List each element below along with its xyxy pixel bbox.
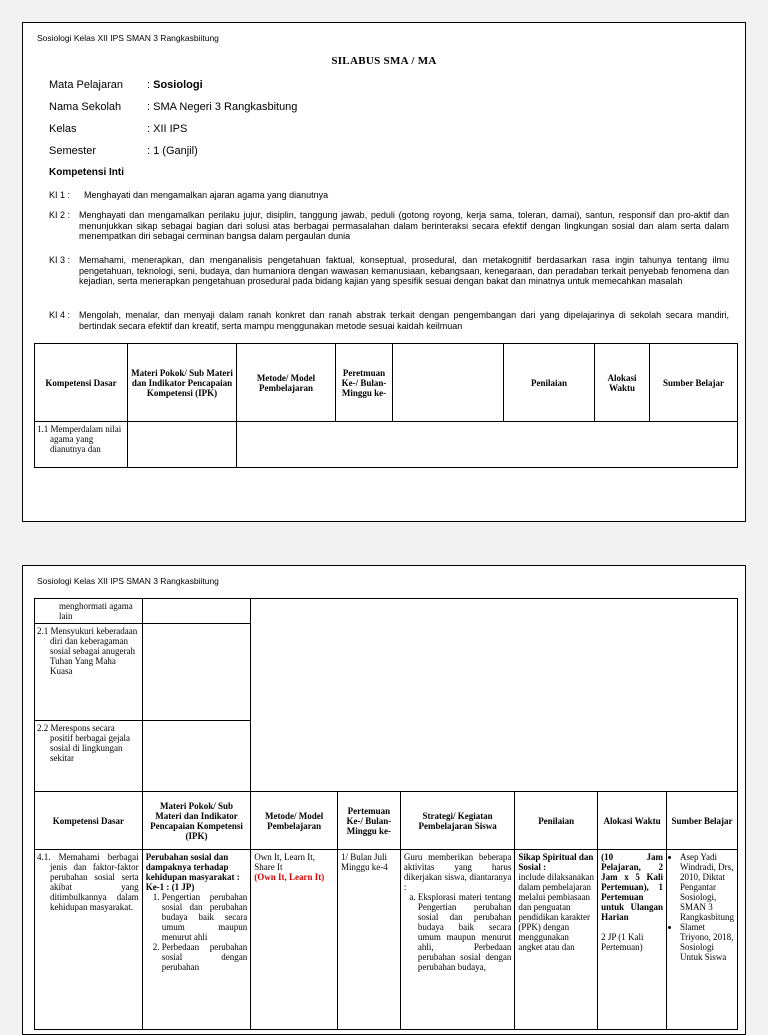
materi-ke: Ke-1 : (1 JP) bbox=[145, 882, 195, 892]
col-empty bbox=[393, 344, 504, 422]
ki-code: KI 1 : bbox=[49, 190, 71, 200]
list-item: • Slamet Triyono, 2018, Sosiologi Untuk Siswa bbox=[680, 922, 734, 962]
info-nama-sekolah bbox=[49, 101, 297, 113]
ki-text: Memahami, menerapkan, dan menganalisis pengetahuan faktual, konseptual, prosedural, dan metakognitif berdasarkan rasa ingin tahunya tentang ilmu pengetahuan, teknologi, seni, budaya, dan humaniora dengan wawasan kemanusiaan, kebangsaan, kenegaraan, dan peradaban terkait penyebab fenomena dan kejadian, serta menerapkan pengetahuan prosedural pada bidang kajian yang spesifik sesuai dengan bakat dan minatnya untuk memecahkan masalah bbox=[79, 255, 729, 286]
strategi-cell bbox=[400, 850, 514, 1030]
col-kompetensi-dasar: Kompetensi Dasar bbox=[35, 792, 143, 850]
col-penilaian: Penilaian bbox=[504, 344, 595, 422]
col-penilaian: Penilaian bbox=[515, 792, 598, 850]
info-label: Kelas bbox=[49, 123, 77, 135]
page-header: Sosiologi Kelas XII IPS SMAN 3 Rangkasbiitung bbox=[37, 33, 219, 43]
kd-cell: 1.1 Memperdalam nilai agama yang dianutnya dan bbox=[35, 422, 128, 468]
syllabus-table-2 bbox=[34, 598, 738, 1030]
list-item: • Asep Yadi Windradi, Drs, 2010, Diktat Pengantar Sosiologi, SMAN 3 Rangkasbitung bbox=[680, 852, 734, 922]
table-row bbox=[35, 599, 738, 624]
pertemuan-cell: 1/ Bulan Juli Minggu ke-4 bbox=[337, 850, 400, 1030]
strategi-list bbox=[404, 892, 511, 972]
empty-cell bbox=[142, 721, 251, 792]
kompetensi-inti-title: Kompetensi Inti bbox=[49, 167, 125, 178]
empty-cell bbox=[251, 599, 738, 792]
alokasi-heading: (10 Jam Pelajaran, 2 Jam x 5 Kali Pertemuan), 1 Pertemuan untuk Ulangan Harian bbox=[601, 852, 663, 922]
alokasi-text: 2 JP (1 Kali Pertemuan) bbox=[601, 932, 644, 952]
list-item: 1. Pengertian perubahan sosial dan perubahan budaya baik secara umum maupun menurut ahli bbox=[162, 892, 248, 942]
col-metode: Metode/ Model Pembelajaran bbox=[237, 344, 336, 422]
ki-item bbox=[49, 210, 729, 242]
empty-cell bbox=[237, 422, 738, 468]
ki-item bbox=[49, 190, 729, 201]
info-value: : SMA Negeri 3 Rangkasbitung bbox=[147, 101, 298, 113]
info-value: : XII IPS bbox=[147, 123, 188, 135]
strategi-intro: Guru memberikan beberapa aktivitas yang harus dikerjakan siswa, diantaranya : bbox=[403, 852, 512, 892]
document-page-1 bbox=[22, 22, 746, 522]
materi-list bbox=[146, 892, 248, 972]
materi-cell bbox=[142, 850, 251, 1030]
col-sumber: Sumber Belajar bbox=[667, 792, 738, 850]
col-pertemuan: Peretmuan Ke-/ Bulan-Minggu ke- bbox=[336, 344, 393, 422]
ki-text: Menghayati dan mengamalkan ajaran agama yang dianutnya bbox=[84, 190, 329, 200]
info-kelas bbox=[49, 123, 187, 135]
ki-text: Mengolah, menalar, dan menyaji dalam ranah konkret dan ranah abstrak terkait dengan pengembangan dari yang dipelajarinya di sekolah secara mandiri, bertindak secara efektif dan kreatif, serta mampu menggunakan metode sesuai kaidah keilmuan bbox=[79, 310, 729, 331]
col-strategi: Strategi/ Kegiatan Pembelajaran Siswa bbox=[400, 792, 514, 850]
info-value-bold: Sosiologi bbox=[153, 79, 203, 91]
ki-code: KI 4 : bbox=[49, 310, 71, 320]
col-materi: Materi Pokok/ Sub Materi dan Indikator Pencapaian Kompetensi (IPK) bbox=[128, 344, 237, 422]
info-value: : 1 (Ganjil) bbox=[147, 145, 198, 157]
list-item: 2. Perbedaan perubahan sosial dengan perubahan bbox=[162, 942, 248, 972]
ki-item bbox=[49, 255, 729, 287]
empty-cell bbox=[142, 624, 251, 721]
kd-cell: 4.1. Memahami berbagai jenis dan faktor-faktor perubahan sosial serta akibat yang ditimbulkannya dalam kehidupan masyarakat. bbox=[35, 850, 143, 1030]
alokasi-cell bbox=[598, 850, 667, 1030]
ki-item bbox=[49, 310, 729, 331]
ki-text: Menghayati dan mengamalkan perilaku jujur, disiplin, tanggung jawab, peduli (gotong royong, kerja sama, toleran, damai), santun, responsif dan pro-aktif dan menunjukkan sikap sebagai bagian dari solusi atas berbagai permasalahan dalam berinteraksi secara efektif dengan lingkungan sosial dan alam serta dalam menempatkan diri sebagai cerminan bangsa dalam pergaulan dunia bbox=[79, 210, 729, 241]
table-row bbox=[35, 422, 738, 468]
document-page-2 bbox=[22, 565, 746, 1035]
ki-code: KI 2 : bbox=[49, 210, 71, 220]
penilaian-heading: Sikap Spiritual dan Sosial : bbox=[518, 852, 594, 872]
kd-cell: menghormati agama lain bbox=[35, 599, 143, 624]
col-sumber: Sumber Belajar bbox=[650, 344, 738, 422]
col-metode: Metode/ Model Pembelajaran bbox=[251, 792, 338, 850]
metode-highlight: (Own It, Learn It) bbox=[254, 872, 325, 882]
sumber-list bbox=[670, 852, 734, 962]
materi-title: Perubahan sosial dan dampaknya terhadap kehidupan masyarakat : bbox=[145, 852, 240, 882]
list-item: a. Eksplorasi materi tentang Pengertian perubahan sosial dan perubahan budaya baik secara umum maupun menurut ahli, Perbedaan perubahan sosial dengan perubahan budaya, bbox=[418, 892, 511, 972]
table-header-row bbox=[35, 344, 738, 422]
kd-cell: 2.1 Mensyukuri keberadaan diri dan keberagaman sosial sebagai anugerah Tuhan Yang Maha Kuasa bbox=[35, 624, 143, 721]
sumber-cell bbox=[667, 850, 738, 1030]
info-label: Nama Sekolah bbox=[49, 101, 122, 113]
info-label: Mata Pelajaran bbox=[49, 79, 123, 91]
metode-cell bbox=[251, 850, 338, 1030]
col-pertemuan: Pertemuan Ke-/ Bulan-Minggu ke- bbox=[337, 792, 400, 850]
penilaian-text: include dilaksanakan dalam pembelajaran melalui pembiasaan dan penguatan pendidikan karakter (PPK) dengan menggunakan angket atau dan bbox=[518, 872, 595, 952]
col-alokasi: Alokasi Waktu bbox=[595, 344, 650, 422]
col-materi: Materi Pokok/ Sub Materi dan Indikator Pencapaian Kompetensi (IPK) bbox=[142, 792, 251, 850]
table-header-row bbox=[35, 792, 738, 850]
empty-cell bbox=[142, 599, 251, 624]
empty-cell bbox=[128, 422, 237, 468]
col-kompetensi-dasar: Kompetensi Dasar bbox=[35, 344, 128, 422]
info-mata-pelajaran bbox=[49, 79, 203, 91]
syllabus-title: SILABUS SMA / MA bbox=[331, 55, 437, 67]
ki-code: KI 3 : bbox=[49, 255, 71, 265]
metode-text: Own It, Learn It, Share It bbox=[254, 852, 315, 872]
col-alokasi: Alokasi Waktu bbox=[598, 792, 667, 850]
info-semester bbox=[49, 145, 198, 157]
penilaian-cell bbox=[515, 850, 598, 1030]
kd-cell: 2.2 Merespons secara positif berbagai gejala sosial di lingkungan sekitar bbox=[35, 721, 143, 792]
syllabus-table-1 bbox=[34, 343, 738, 468]
table-row bbox=[35, 850, 738, 1030]
page-header: Sosiologi Kelas XII IPS SMAN 3 Rangkasbiitung bbox=[37, 576, 219, 586]
info-label: Semester bbox=[49, 145, 97, 157]
info-value: : bbox=[147, 79, 154, 91]
